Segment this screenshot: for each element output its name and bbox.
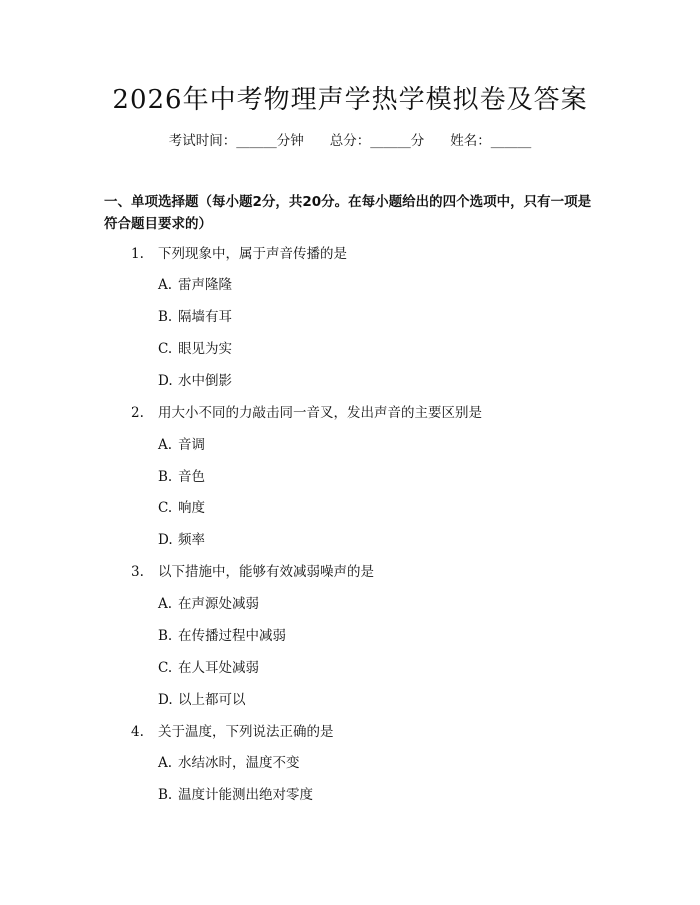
question-4 xyxy=(131,722,334,742)
name-blank: ______ xyxy=(490,133,532,149)
option-1b xyxy=(158,307,232,327)
option-text: 在声源处减弱 xyxy=(178,596,259,612)
option-text: 水中倒影 xyxy=(178,373,232,389)
option-letter: B. xyxy=(158,628,173,644)
question-text: 下列现象中，属于声音传播的是 xyxy=(158,246,347,262)
option-2a xyxy=(158,435,205,455)
option-4a xyxy=(158,753,300,773)
option-letter: D. xyxy=(158,532,173,548)
option-1c xyxy=(158,339,232,359)
question-number: 4. xyxy=(131,724,144,740)
option-text: 雷声隆隆 xyxy=(178,277,232,293)
option-letter: B. xyxy=(158,787,173,803)
option-3b xyxy=(158,626,286,646)
option-letter: A. xyxy=(158,596,173,612)
option-text: 音色 xyxy=(178,469,205,485)
time-blank: ______分钟 xyxy=(236,133,304,149)
option-letter: A. xyxy=(158,755,173,771)
name-label: 姓名： xyxy=(450,133,491,149)
time-label: 考试时间： xyxy=(168,133,237,149)
option-3a xyxy=(158,594,259,614)
question-number: 3. xyxy=(131,564,144,580)
option-2c xyxy=(158,498,205,518)
option-letter: C. xyxy=(158,660,173,676)
option-2d xyxy=(158,530,205,550)
option-letter: A. xyxy=(158,437,173,453)
option-2b xyxy=(158,467,205,487)
option-text: 隔墙有耳 xyxy=(178,309,232,325)
option-text: 频率 xyxy=(178,532,205,548)
option-letter: D. xyxy=(158,373,173,389)
option-letter: C. xyxy=(158,500,173,516)
question-3 xyxy=(131,562,374,582)
question-number: 2. xyxy=(131,405,144,421)
option-text: 响度 xyxy=(178,500,205,516)
option-letter: A. xyxy=(158,277,173,293)
option-4b xyxy=(158,785,313,805)
section-heading: 一、单项选择题（每小题2分，共20分。在每小题给出的四个选项中，只有一项是符合题目要求的） xyxy=(104,194,592,232)
question-number: 1. xyxy=(131,246,144,262)
score-label: 总分： xyxy=(329,133,371,149)
question-1 xyxy=(131,244,347,264)
question-text: 用大小不同的力敲击同一音叉，发出声音的主要区别是 xyxy=(158,405,482,421)
option-letter: C. xyxy=(158,341,173,357)
option-letter: D. xyxy=(158,692,173,708)
exam-meta-line xyxy=(0,131,700,151)
option-3d xyxy=(158,690,246,710)
option-1a xyxy=(158,275,232,295)
option-3c xyxy=(158,658,259,678)
option-text: 在传播过程中减弱 xyxy=(178,628,286,644)
exam-title: 2026年中考物理声学热学模拟卷及答案 xyxy=(112,85,588,115)
option-text: 温度计能测出绝对零度 xyxy=(178,787,313,803)
option-text: 水结冰时，温度不变 xyxy=(178,755,300,771)
option-letter: B. xyxy=(158,469,173,485)
option-text: 在人耳处减弱 xyxy=(178,660,259,676)
option-letter: B. xyxy=(158,309,173,325)
option-text: 以上都可以 xyxy=(178,692,246,708)
question-2 xyxy=(131,403,482,423)
question-text: 以下措施中，能够有效减弱噪声的是 xyxy=(158,564,374,580)
score-blank: ______分 xyxy=(370,133,425,149)
option-1d xyxy=(158,371,232,391)
option-text: 眼见为实 xyxy=(178,341,232,357)
question-text: 关于温度，下列说法正确的是 xyxy=(158,724,334,740)
option-text: 音调 xyxy=(178,437,205,453)
